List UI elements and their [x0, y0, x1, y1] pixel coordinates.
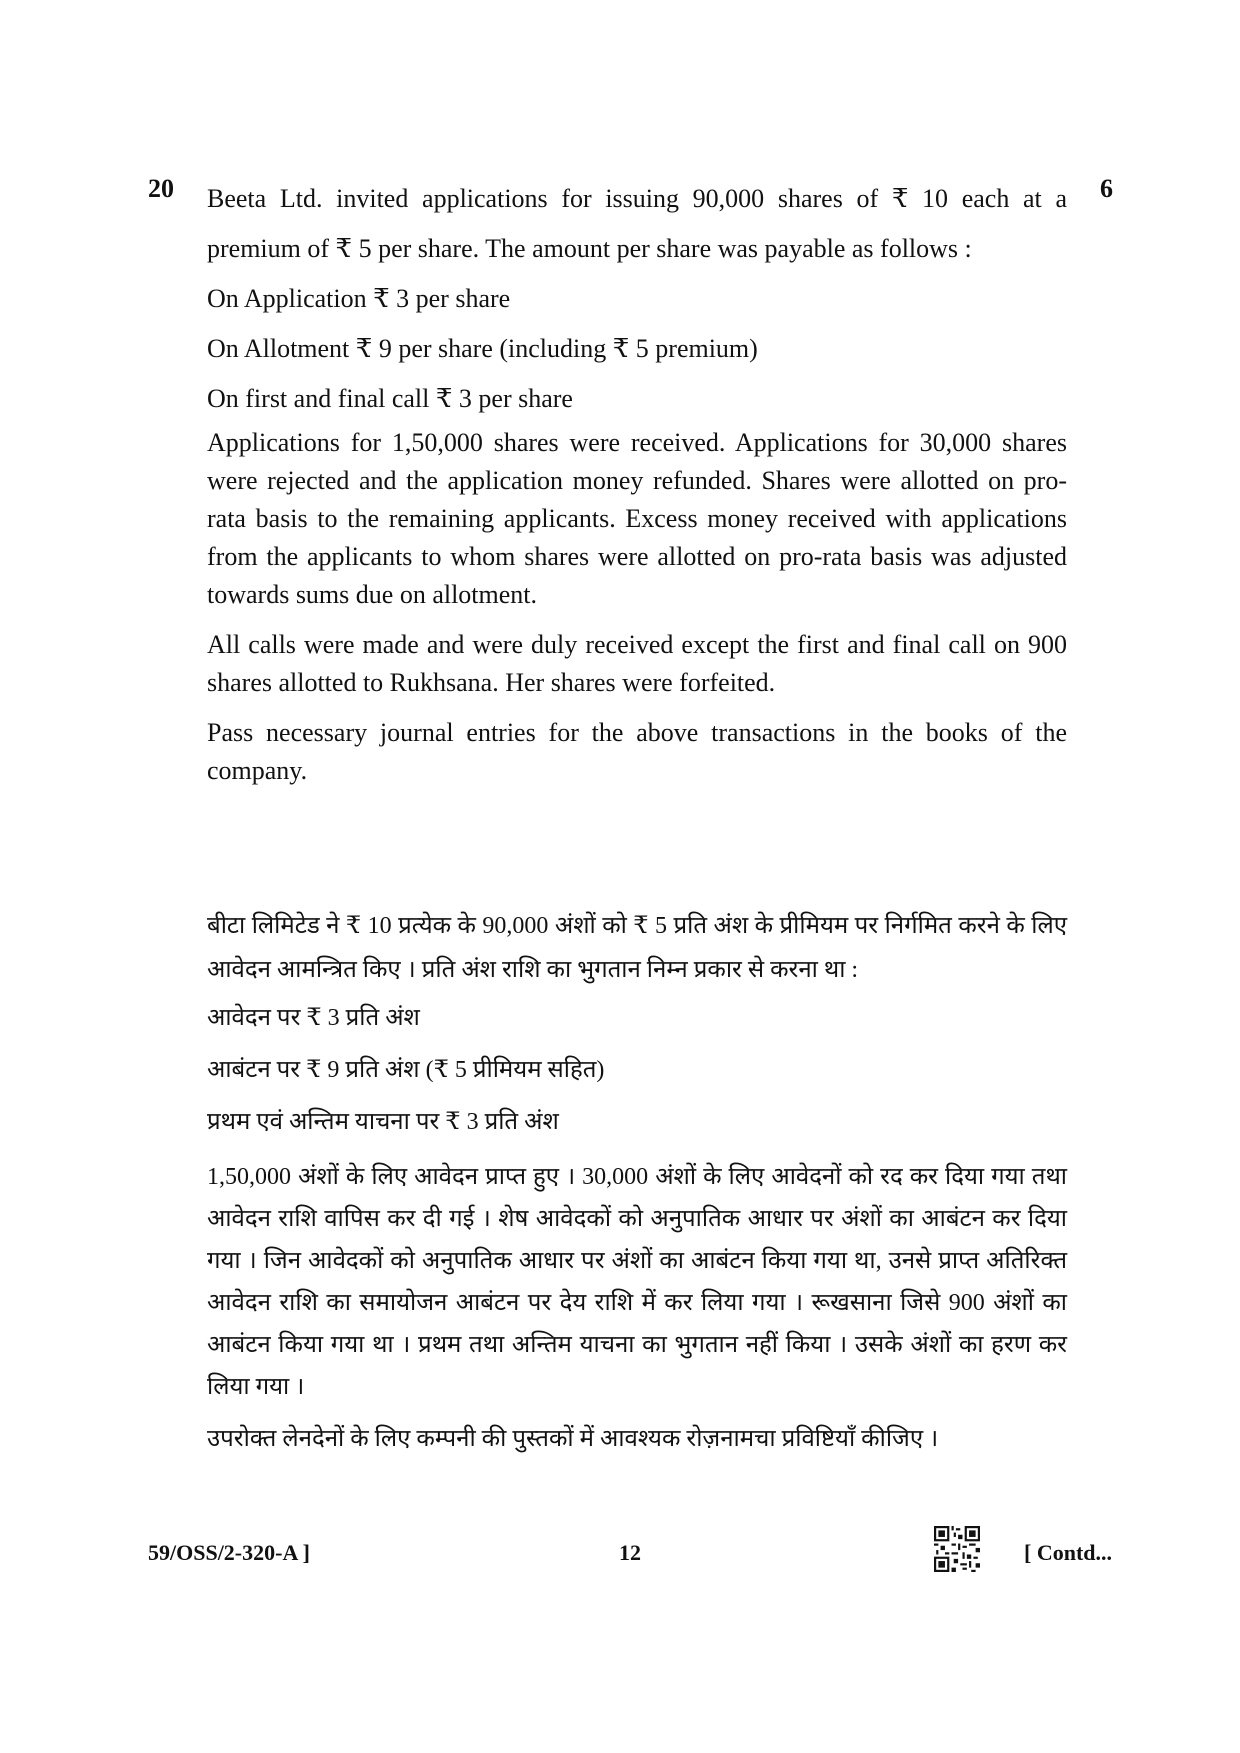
question-marks: 6 [1100, 174, 1113, 203]
hindi-payment-line: आवेदन पर ₹ 3 प्रति अंश [207, 1005, 420, 1031]
page-number: 12 [619, 1540, 641, 1565]
english-paragraph: Pass necessary journal entries for the above transactions in the books of the company. [207, 718, 1067, 785]
paper-code: 59/OSS/2-320-A ] [148, 1540, 310, 1565]
continued-label: [ Contd... [1024, 1540, 1113, 1565]
question-number: 20 [148, 174, 174, 203]
qr-code-icon [934, 1526, 980, 1572]
english-payment-line: On first and final call ₹ 3 per share [207, 384, 573, 413]
question-hindi [207, 904, 1067, 1470]
english-payment-line: On Allotment ₹ 9 per share (including ₹ 5 premium) [207, 334, 758, 363]
english-paragraph: All calls were made and were duly received except the first and final call on 900 shares allotted to Rukhsana. Her shares were forfeited. [207, 630, 1067, 697]
english-paragraph: Applications for 1,50,000 shares were received. Applications for 30,000 shares were rejected and the application money refunded. Shares were allotted on pro-rata basis to the remaining applicants. Excess money received with applications from the applicants to whom shares were allotted on pro-rata basis was adjusted towards sums due on allotment. [207, 428, 1067, 609]
hindi-paragraph: उपरोक्त लेनदेनों के लिए कम्पनी की पुस्तकों में आवश्यक रोज़नामचा प्रविष्टियाँ कीजिए । [207, 1426, 939, 1452]
question-english [207, 174, 1067, 802]
hindi-payment-line: प्रथम एवं अन्तिम याचना पर ₹ 3 प्रति अंश [207, 1109, 559, 1135]
hindi-payment-line: आबंटन पर ₹ 9 प्रति अंश (₹ 5 प्रीमियम सहित) [207, 1057, 605, 1083]
english-intro: Beeta Ltd. invited applications for issuing 90,000 shares of ₹ 10 each at a premium of ₹ 5 per share. The amount per share was payable as follows : [207, 184, 1067, 263]
english-payment-line: On Application ₹ 3 per share [207, 284, 511, 313]
hindi-paragraph: 1,50,000 अंशों के लिए आवेदन प्राप्त हुए । 30,000 अंशों के लिए आवेदनों को रद कर दिया गया तथा आवेदन राशि वापिस कर दी गई । शेष आवेदकों को अनुपातिक आधार पर अंशों का आबंटन कर दिया गया । जिन आवेदकों को अनुपातिक आधार पर अंशों का आबंटन किया गया था, उनसे प्राप्त अतिरिक्त आवेदन राशि का समायोजन आबंटन पर देय राशि में कर लिया गया । रूखसाना जिसे 900 अंशों का आबंटन किया गया था । प्रथम तथा अन्तिम याचना का भुगतान नहीं किया । उसके अंशों का हरण कर लिया गया । [207, 1164, 1067, 1400]
hindi-intro: बीटा लिमिटेड ने ₹ 10 प्रत्येक के 90,000 अंशों को ₹ 5 प्रति अंश के प्रीमियम पर निर्गमित करने के लिए आवेदन आमन्त्रित किए । प्रति अंश राशि का भुगतान निम्न प्रकार से करना था : [207, 913, 1067, 983]
